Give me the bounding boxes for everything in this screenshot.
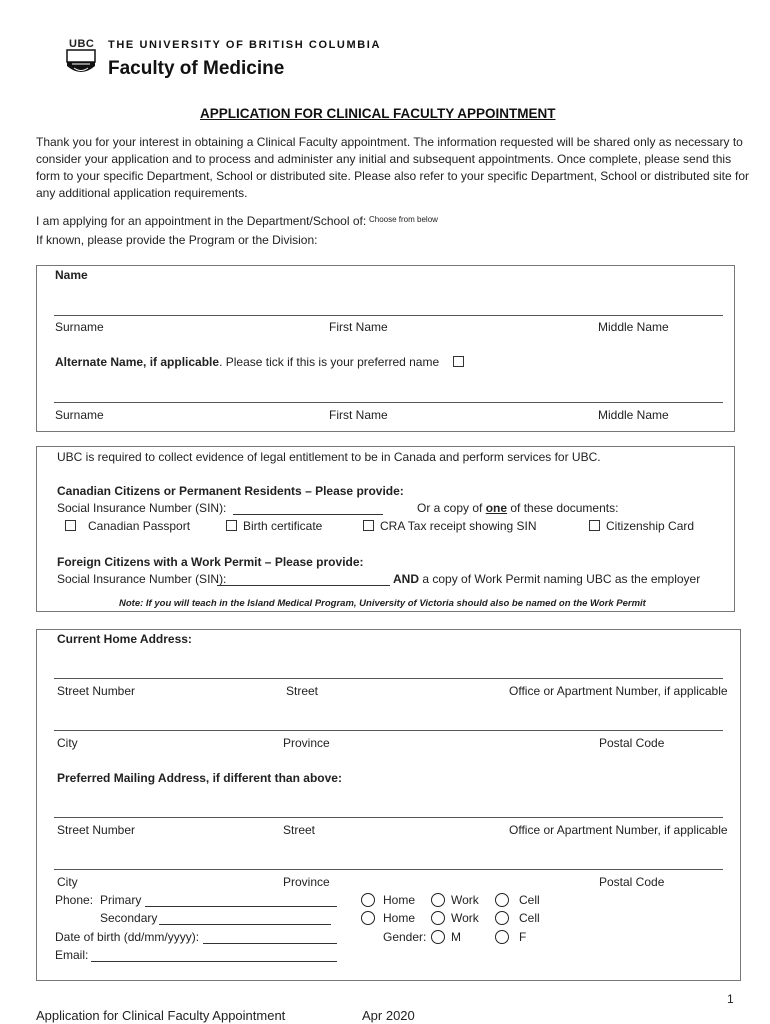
footer-form-name: Application for Clinical Faculty Appointment — [36, 1008, 286, 1023]
sin-label-2: Social Insurance Number (SIN): — [57, 572, 227, 586]
gender-male-radio[interactable] — [431, 930, 445, 944]
doc-passport[interactable] — [65, 519, 190, 533]
legal-intro: UBC is required to collect evidence of legal entitlement to be in Canada and perform services for UBC. — [57, 450, 601, 464]
department-label: I am applying for an appointment in the Department/School of: — [36, 214, 367, 228]
logo-text: UBC — [69, 38, 95, 50]
city-label-2: City — [57, 875, 78, 889]
department-dropdown[interactable]: Choose from below — [369, 215, 438, 224]
city-label: City — [57, 736, 78, 750]
first-name-label-2: First Name — [329, 408, 388, 422]
province-label: Province — [283, 736, 330, 750]
primary-phone-input[interactable] — [145, 906, 337, 907]
dob-label: Date of birth (dd/mm/yyyy): — [55, 930, 200, 944]
sin-input[interactable] — [233, 514, 383, 515]
doc-citizenship-card[interactable] — [589, 519, 694, 533]
work-permit-rest: a copy of Work Permit naming UBC as the employer — [419, 572, 701, 586]
secondary-work-label: Work — [451, 911, 479, 925]
citizenship-card-checkbox[interactable] — [589, 520, 600, 531]
preferred-name-checkbox[interactable] — [453, 356, 464, 367]
work-permit-text — [393, 572, 700, 586]
birth-certificate-label: Birth certificate — [243, 519, 323, 533]
surname-label-2: Surname — [55, 408, 104, 422]
surname-label: Surname — [55, 320, 104, 334]
copy-documents-text — [417, 501, 618, 515]
first-name-label: First Name — [329, 320, 388, 334]
province-label-2: Province — [283, 875, 330, 889]
phone-label: Phone: — [55, 893, 94, 907]
citizenship-card-label: Citizenship Card — [606, 519, 695, 533]
postal-code-label: Postal Code — [599, 736, 665, 750]
email-label: Email: — [55, 948, 89, 962]
office-label-2: Office or Apartment Number, if applicable — [509, 823, 728, 837]
postal-code-label-2: Postal Code — [599, 875, 665, 889]
primary-label: Primary — [100, 893, 142, 907]
intro-line-3: form to your specific Department, School or distributed site. Please also refer to your specific Department, School or distributed site for — [36, 169, 749, 183]
mailing-city-input-line[interactable] — [54, 869, 723, 870]
name-heading: Name — [55, 268, 88, 282]
mailing-address-heading: Preferred Mailing Address, if different than above: — [57, 771, 342, 785]
cra-receipt-checkbox[interactable] — [363, 520, 374, 531]
secondary-cell-radio[interactable] — [495, 911, 509, 925]
faculty-name: Faculty of Medicine — [108, 58, 285, 79]
university-name: THE UNIVERSITY OF BRITISH COLUMBIA — [108, 39, 381, 51]
sin-label: Social Insurance Number (SIN): — [57, 501, 227, 515]
gender-female-radio[interactable] — [495, 930, 509, 944]
page-title: APPLICATION FOR CLINICAL FACULTY APPOINTMENT — [200, 106, 556, 121]
name-input-line[interactable] — [54, 315, 723, 316]
mailing-address-input-line[interactable] — [54, 817, 723, 818]
island-note: Note: If you will teach in the Island Medical Program, University of Victoria should also be named on the Work Permit — [119, 598, 646, 609]
gender-female-label: F — [519, 930, 527, 944]
birth-certificate-checkbox[interactable] — [226, 520, 237, 531]
secondary-work-radio[interactable] — [431, 911, 445, 925]
footer-date: Apr 2020 — [362, 1008, 415, 1023]
home-address-heading: Current Home Address: — [57, 632, 192, 646]
intro-line-4: any additional application requirements. — [36, 186, 248, 200]
street-label: Street — [286, 684, 319, 698]
secondary-cell-label: Cell — [519, 911, 540, 925]
primary-home-label: Home — [383, 893, 416, 907]
secondary-home-radio[interactable] — [361, 911, 375, 925]
doc-birth-certificate[interactable] — [226, 519, 322, 533]
ubc-logo — [66, 38, 96, 78]
alternate-name-label: Alternate Name, if applicable — [55, 355, 220, 369]
page-number: 1 — [727, 992, 734, 1006]
and-text: AND — [393, 572, 419, 586]
middle-name-label: Middle Name — [598, 320, 669, 334]
primary-work-label: Work — [451, 893, 479, 907]
office-label: Office or Apartment Number, if applicable — [509, 684, 728, 698]
dob-input[interactable] — [203, 943, 337, 944]
secondary-home-label: Home — [383, 911, 416, 925]
city-input-line[interactable] — [54, 730, 723, 731]
doc-cra-receipt[interactable] — [363, 519, 537, 533]
gender-male-label: M — [451, 930, 461, 944]
middle-name-label-2: Middle Name — [598, 408, 669, 422]
secondary-phone-input[interactable] — [159, 924, 331, 925]
street-number-label: Street Number — [57, 684, 136, 698]
secondary-label: Secondary — [100, 911, 158, 925]
foreign-heading: Foreign Citizens with a Work Permit – Please provide: — [57, 555, 364, 569]
intro-line-2: consider your application and to process and administer any initial and subsequent appointments. Once complete, please send this — [36, 152, 732, 166]
passport-label: Canadian Passport — [88, 519, 191, 533]
primary-work-radio[interactable] — [431, 893, 445, 907]
alternate-name-input-line[interactable] — [54, 402, 723, 403]
preferred-name-text: . Please tick if this is your preferred name — [219, 355, 440, 369]
street-label-2: Street — [283, 823, 316, 837]
address-section — [36, 629, 741, 981]
primary-home-radio[interactable] — [361, 893, 375, 907]
copy-one: one — [485, 501, 508, 515]
name-section — [36, 265, 735, 432]
program-label: If known, please provide the Program or the Division: — [36, 233, 318, 247]
canadian-heading: Canadian Citizens or Permanent Residents – Please provide: — [57, 484, 404, 498]
copy-post: of these documents: — [507, 501, 619, 515]
alternate-name-row — [55, 355, 470, 369]
gender-label: Gender: — [383, 930, 427, 944]
email-input[interactable] — [91, 961, 337, 962]
intro-line-1: Thank you for your interest in obtaining a Clinical Faculty appointment. The information requested will be shared only as necessary to — [36, 135, 743, 149]
home-address-input-line[interactable] — [54, 678, 723, 679]
passport-checkbox[interactable] — [65, 520, 76, 531]
primary-cell-radio[interactable] — [495, 893, 509, 907]
cra-receipt-label: CRA Tax receipt showing SIN — [380, 519, 537, 533]
copy-pre: Or a copy of — [417, 501, 486, 515]
street-number-label-2: Street Number — [57, 823, 136, 837]
sin-input-2[interactable] — [217, 585, 390, 586]
primary-cell-label: Cell — [519, 893, 540, 907]
